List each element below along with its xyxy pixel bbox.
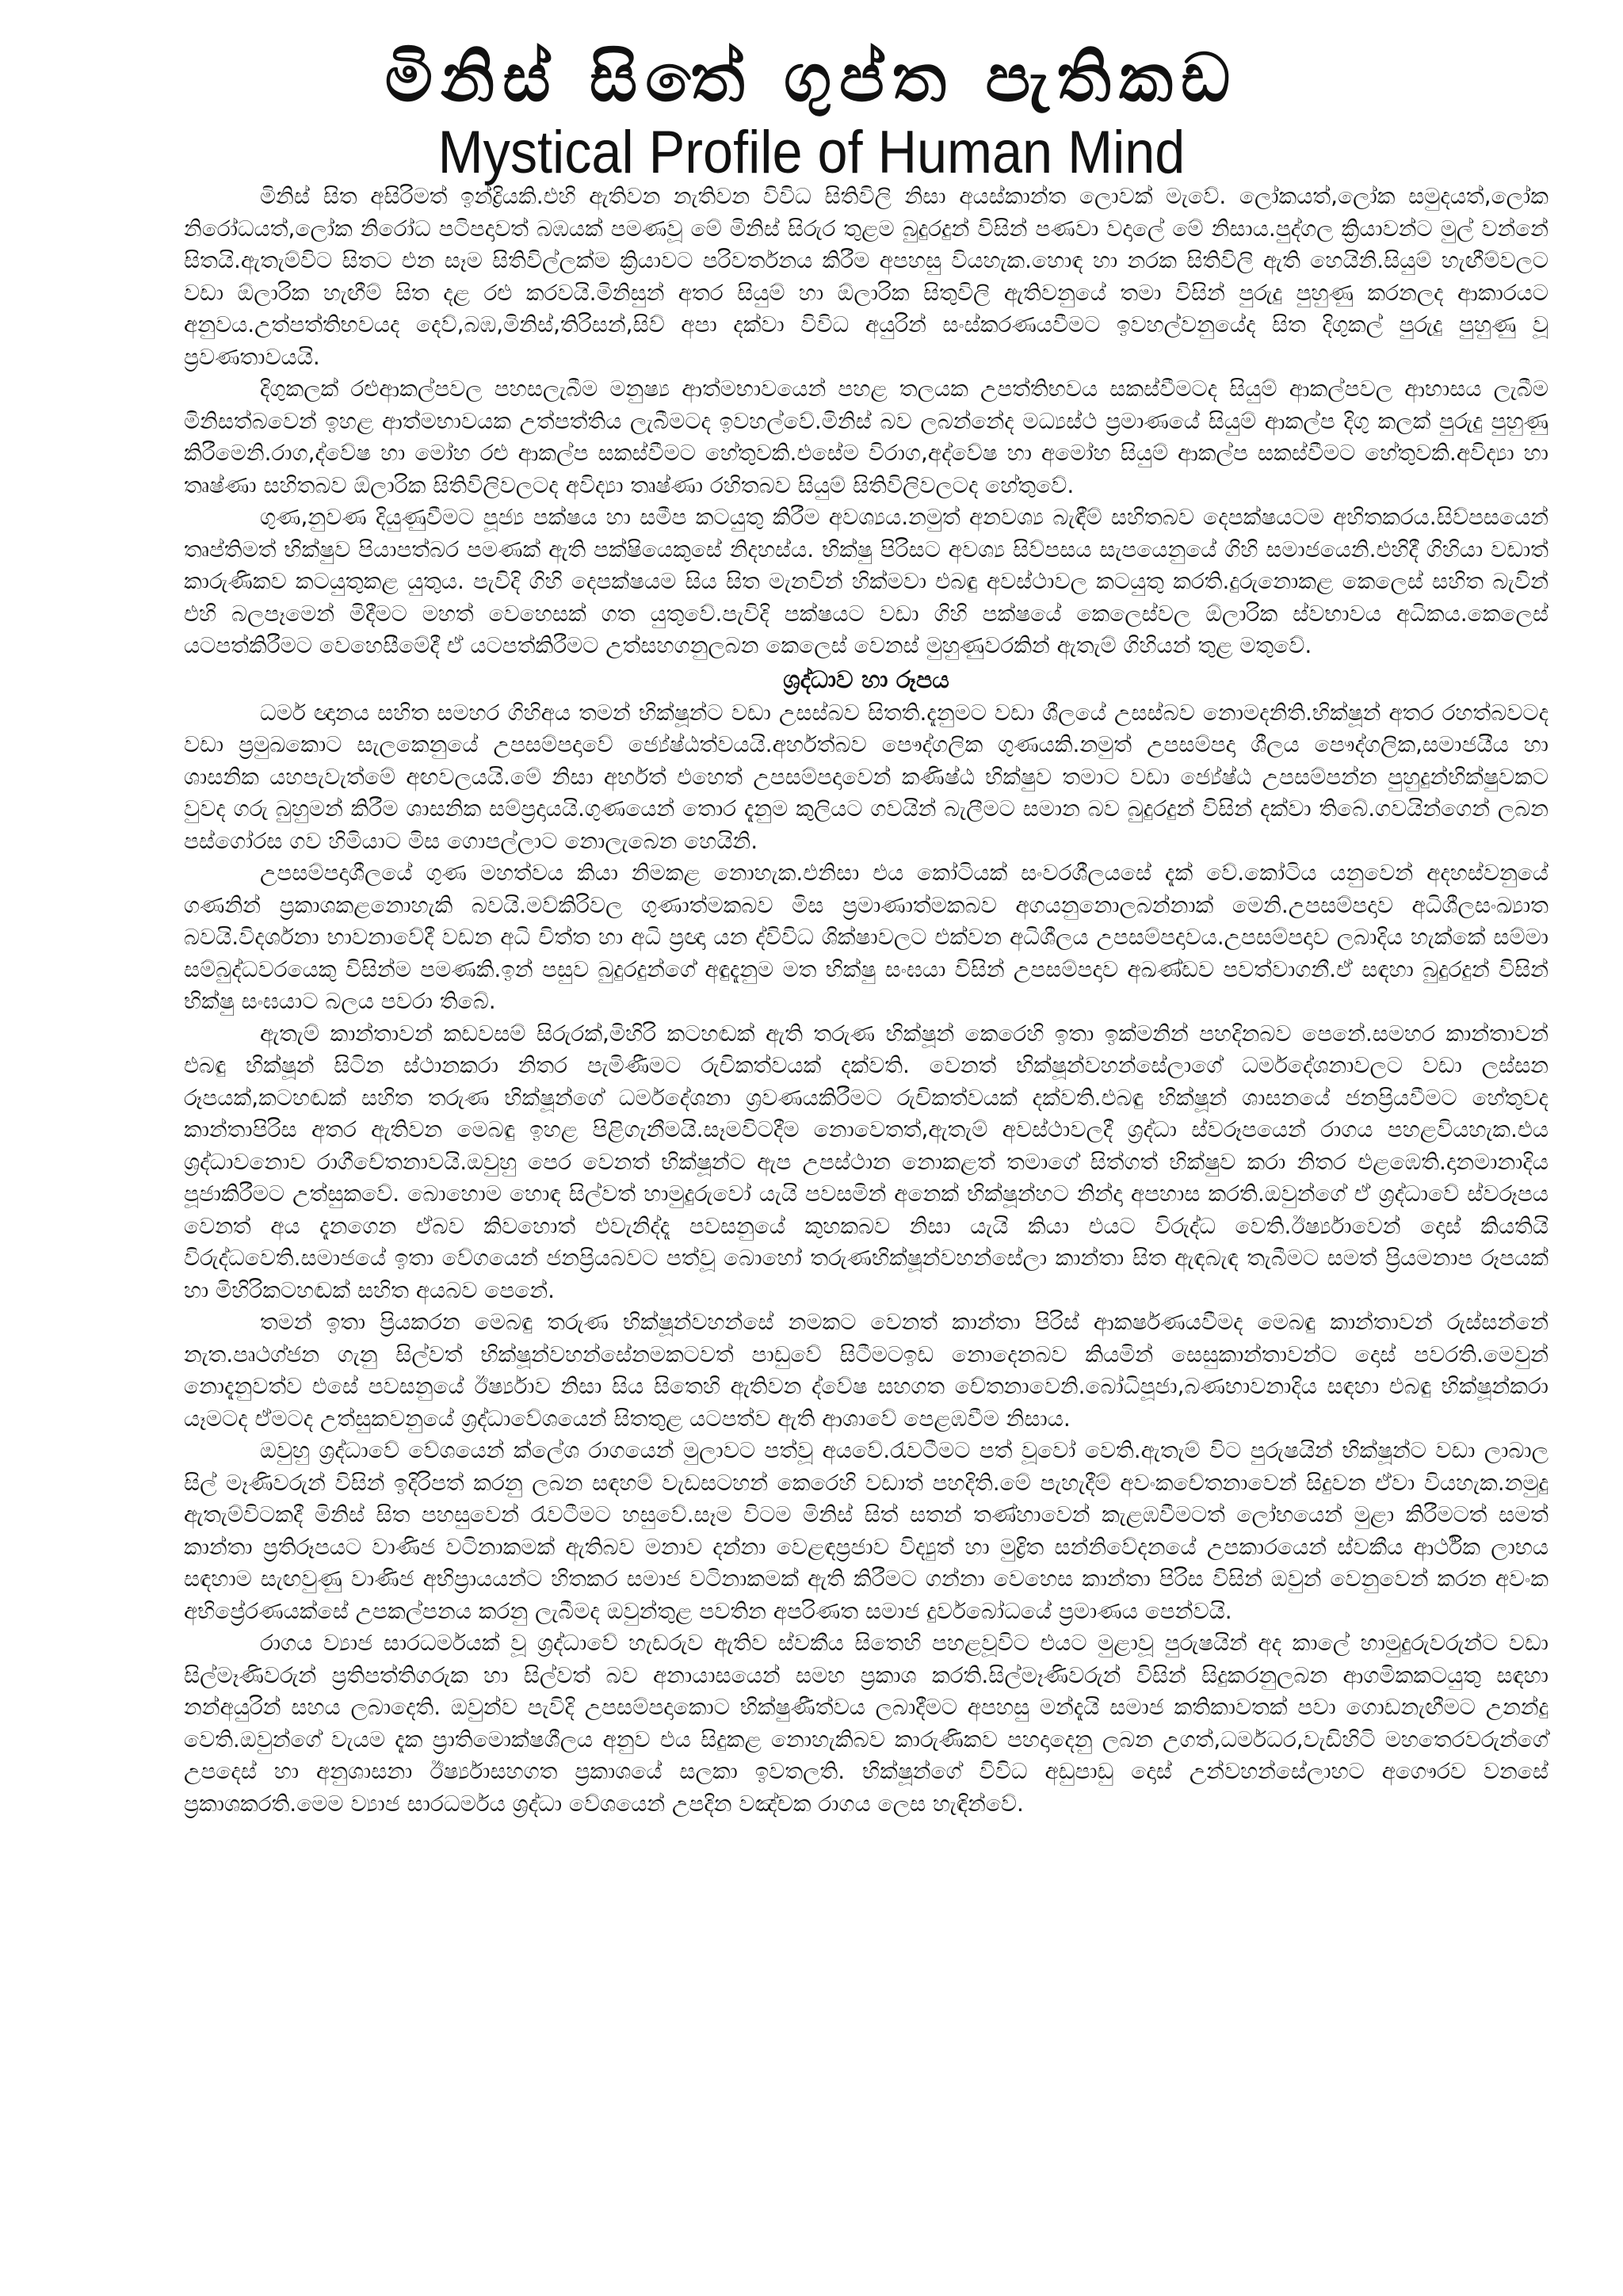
paragraph: රාගය ව්‍යාජ සාරධර්මයක් වූ ශ්‍රද්ධාවේ හැඩරුව ඇතිව ස්වකීය සිතෙහි පහළවූවිට එයට මුළාවූ පුරුෂයින් අද කාලේ හාමුදුරුවරුන්ට වඩා සිල්මෑණිවරුන් ප්‍රතිපත්තිගරුක හා සිල්වත් බව අනායාසයෙන් සමහ ප්‍රකාශ කරති.සිල්මෑණිවරුන් විසින් සිදුකරනුලබන ආගමිකකටයුතු සඳහා නන්අයුරින් සහය ලබාදෙති. ඔවුන්ව පැවිදි උපසම්පදාකොට භික්ෂුණීත්වය ලබාදීමට අපහසු මන්දැයි සමාජ කතිකාවතක් පවා ගොඩනැඟීමට උනන්දු වෙති.ඔවුන්ගේ වැයම දැක ප්‍රාතිමොක්ෂශීලය අනුව එය සිදුකළ නොහැකිබව කාරුණිකව පහදාදෙනු ලබන උගත්,ධර්මධර,වැඩිහිටි මහතෙරවරුන්ගේ උපදෙස් හා අනුශාසනා ඊර්ෂ්‍යාසහගත ප්‍රකාශයේ සලකා ඉවතලති. භික්ෂූන්ගේ විවිධ අඩුපාඩු දොස් උන්වහන්සේලාහට අගෞරව වනසේ ප්‍රකාශකරති.මෙම ව්‍යාජ සාරධර්මය ශ්‍රද්ධා වේශයෙන් උපදින වඤ්චක රාගය ලෙස හැඳින්වේ.: [184, 1630, 1549, 1817]
page-title-sinhala: මිනිස් සිතේ ගුප්ත පැතිකඩ: [384, 39, 1239, 116]
paragraph: උපසම්පදාශීලයේ ගුණ මහත්වය කියා නිමකළ නොහැක.එනිසා එය කෝටියක් සංවරශීලයසේ දැක් වේ.කෝටිය යනුවෙන් අදහස්වනුයේ ගණනින් ප්‍රකාශකළනොහැකි බවයි.මව්කිරිවල ගුණාත්මකබව මිස ප්‍රමාණාත්මකබව අගයනුනොලබන්නාක් මෙනි.උපසම්පදාව අධිශීලසංඛ්‍යාත බවයි.විදර්ශනා භාවනාවේදී වඩන අධි චිත්ත හා අධි ප්‍රඥා යන ද්විවිධ ශික්ෂාවලට එක්වන අධිශීලය උපසම්පදාවය.උපසම්පදාව ලබාදිය හැක්කේ සම්මා සම්බුද්ධවරයෙකු විසින්ම පමණකි.ඉන් පසුව බුදුරදුන්ගේ අඳුදැනුම මත භික්ෂු සංඝයා විසින් උපසම්පදාව අඛණ්ඩව පවත්වාගනී.ඒ සඳහා බුදුරදුන් විසින් භික්ෂු සංඝයාට බලය පවරා තිබේ.: [184, 860, 1549, 1014]
article-body: [184, 181, 1549, 1820]
paragraph: තමන් ඉතා ප්‍රියකරන මෙබඳු තරුණ භික්ෂූන්වහන්සේ නමකට වෙනත් කාන්තා පිරිස් ආකර්ෂණයවීමද මෙබඳු කාන්තාවන් රුස්සන්නේ නැත.පෘථග්ජන ගැනු සිල්වත් භික්ෂූන්වහන්සේනමකටවත් පාඩුවේ සිටීමටඉඩ නොදෙනබව කියමින් සෙසුකාන්තාවන්ට දොස් පවරති.මෙවුන් නොදැනුවත්ව එසේ පවසනුයේ ඊර්ෂ්‍යාව නිසා සිය සිතෙහි ඇතිවන ද්වේෂ සහගත චේතනාවෙනි.බෝධිපූජා,බණභාවනාදිය සඳහා එබඳු භික්ෂූන්කරා යෑමටද ඒමටද උත්සුකවනුයේ ශ්‍රද්ධාවේශයෙන් සිතතුළ යටපත්ව ඇති ආශාවේ පෙළඹවීම නිසාය.: [184, 1309, 1549, 1432]
section-heading: ශ්‍රද්ධාව හා රූපය: [783, 666, 949, 694]
paragraph: ඔවුහු ශ්‍රද්ධාවේ වේශයෙන් ක්ලේශ රාගයෙන් මුලාවට පත්වූ අයවේ.රැවටීමට පත් වූවෝ වෙති.ඇතැම් විට පුරුෂයින් භික්ෂූන්ට වඩා ලාබාල සිල් මෑණිවරුන් විසින් ඉදිරිපත් කරනු ලබන සඳහම් වැඩසටහන් කෙරෙහි වඩාත් පහදිති.මේ පැහැදීම් අවංකචේතනාවෙන් සිදුවන ඒවා වියහැක.නමුදු ඇතැම්විටකදී මිනිස් සිත පහසුවෙන් රැවටීමට හසුවේ.සෑම විටම මිනිස් සිත් සතන් තණ්හාවෙන් කැළඹවීමටත් ලෝභයෙන් මුළා කිරීමටත් සමත් කාන්තා ප්‍රතිරූපයට වාණිජ වටිනාකමක් ඇතිබව මනාව දන්නා වෙළඳප්‍රජාව විද්‍යුත් හා මුද්‍රිත සන්නිවේදනයේ උපකාරයෙන් ස්වකීය ආර්ථික ලාභය සඳහාම සැඟවුණු වාණිජ අභිප්‍රායයන්ට හිතකර සමාජ වටිනාකමක් ඇති කිරීමට ගන්නා වෙහෙස කාන්තා පිරිස විසින් ඔවුන් වෙනුවෙන් කරන අවංක අභිප්‍රේරණයක්සේ උපකල්පනය කරනු ලැබීමද ඔවුන්තුළ පවතින අපරිණත සමාජ දුර්වබෝධයේ ප්‍රමාණය පෙන්වයි.: [184, 1437, 1549, 1624]
paragraph: ධර්ම ඥානය සහිත සමහර ගිහිඅය තමන් භික්ෂූන්ට වඩා උසස්බව සිතති.දැනුමට වඩා ශීලයේ උසස්බව නොමදනිති.භික්ෂූන් අතර රහත්බවටද වඩා ප්‍රමුඛකොට සැලකෙනුයේ උපසම්පදාවේ ජ්‍යේෂ්ඨත්වයයි.අර්හත්බව පෞද්ගලික ගුණයකි.නමුත් උපසම්පදා ශීලය පෞද්ගලික,සමාජයීය හා ශාසනික යහපැවැත්මේ අඟවලයයි.මේ නිසා අර්හත් එහෙත් උපසම්පදාවෙන් කණිෂ්ඨ භික්ෂුව තමාට වඩා ජ්‍යේෂ්ඨ උපසම්පන්න පුහුදුන්භික්ෂුවකට වුවද ගරු බුහුමන් කිරීම ශාසනික සම්ප්‍රදායයි.ගුණයෙන් තොර දැනුම කුලියට ගවයින් බැලීමට සමාන බව බුදුරදුන් විසින් දක්වා තිබේ.ගවයින්ගෙන් ලබන පස්ගෝරස ගව හිමියාට මිස ගොපල්ලාට නොලැබෙන හෙයිනි.: [184, 699, 1549, 854]
paragraph: දිගුකලක් රළුආකල්පවල පහසලැබීම මනුෂ්‍ය ආත්මභාවයෙන් පහළ තලයක උපත්තිභවය සකස්වීමටද සියුම් ආකල්පවල ආභාසය ලැබීම මිනිසත්බවෙන් ඉහළ ආත්මභාවයක උත්පත්තිය ලැබීමටද ඉවහල්වේ.මිනිස් බව ලබන්නේද මධ්‍යස්ථ ප්‍රමාණයේ සියුම් ආකල්ප දිගු කලක් පුරුදු පුහුණු කිරීමෙනි.රාග,ද්වේෂ හා මෝහ රළු ආකල්ප සකස්වීමට හේතුවකි.එසේම විරාග,අද්වේෂ හා අමෝහ සියුම් ආකල්ප සකස්වීමට හේතුවකි.අවිද්‍යා හා තෘෂ්ණා සහිතබව ඕලාරික සිතිවිලිවලටද අවිද්‍යා තෘෂ්ණා රහිතබව සියුම් සිතිවිලිවලටද හේතුවේ.: [184, 376, 1549, 498]
page-title-english: Mystical Profile of Human Mind: [437, 119, 1186, 186]
paragraph: ඇතැම් කාන්තාවන් කඩවසම් සිරුරක්,මිහිරි කටහඬක් ඇති තරුණ භික්ෂූන් කෙරෙහි ඉතා ඉක්මනින් පහදිනබව පෙනේ.සමහර කාන්තාවන් එබඳු භික්ෂූන් සිටින ස්ථානකරා නිතර පැමිණීමට රුචිකත්වයක් දක්වති. වෙනත් භික්ෂූන්වහන්සේලාගේ ධර්මදේශනාවලට වඩා ලස්සන රූපයක්,කටහඬක් සහිත තරුණ භික්ෂූන්ගේ ධර්මදේශනා ශ්‍රවණයකිරීමට රුචිකත්වයක් දක්වති.එබඳු භික්ෂූන් ශාසනයේ ජනප්‍රියවීමට හේතුවද කාන්තාපිරිස අතර ඇතිවන මෙබඳු ඉහළ පිළිගැනීමයි.සෑමවිටදීම නොවෙතත්,ඇතැම් අවස්ථාවලදී ශ්‍රද්ධා ස්වරූපයෙන් රාගය පහළවියහැක.එය ශ්‍රද්ධාවනොව රාගීචේතනාවයි.ඔවුහු පෙර වෙනත් භික්ෂූන්ට ඇප උපස්ථාන නොකළත් තමාගේ සිත්ගත් භික්ෂුව කරා නිතර එළඹෙති.දානමානාදිය පූජාකිරීමට උත්සුකවේ. බොහොම හොඳ සිල්වත් හාමුදුරුවෝ යැයි පවසමින් අනෙක් භික්ෂූන්හට නින්දා අපහාස කරති.ඔවුන්ගේ ඒ ශ්‍රද්ධාවේ ස්වරූපය වෙනත් අය දැනගෙන ඒබව කිවහොත් එවැනිද්දෑ පවසනුයේ කුහකබව නිසා යැයි කියා එයට විරුද්ධ වෙති.ඊර්ෂ්‍යාවෙන් දොස් කියතියි විරුද්ධවෙති.සමාජයේ ඉතා වේගයෙන් ජනප්‍රියබවට පත්වූ බොහෝ තරුණභික්ෂූන්වහන්සේලා කාන්තා සිත ඇඳබැඳ තැබීමට සමත් ප්‍රියමනාප රූපයක් හා මිහිරිකටහඬක් සහිත අයබව පෙනේ.: [184, 1020, 1549, 1303]
paragraph: මිනිස් සිත අසිරිමත් ඉන්ද්‍රියකි.එහි ඇතිවන නැතිවන විවිධ සිතිවිලි නිසා අයස්කාන්ත ලොවක් මැවේ. ලෝකයත්,ලෝක සමුදයත්,ලෝක නිරෝධයත්,ලෝක නිරෝධ පටිපදාවත් බඹයක් පමණවූ මේ මිනිස් සිරුර තුළම බුදුරදුන් විසින් පණවා වදාලේ මේ නිසාය.පුද්ගල ක්‍රියාවන්ට මුල් වන්නේ සිතයි.ඇතැම්විට සිතට එන සෑම සිතිවිල්ලක්ම ක්‍රියාවට පරිවර්තනය කිරීම අපහසු වියහැක.හොඳ හා නරක සිතිවිලි ඇති හෙයිනි.සියුම් හැඟීම්වලට වඩා ඕලාරික හැඟීම් සිත දළ රළු කරවයි.මිනිසුන් අතර සියුම් හා ඕලාරික සිතුවිලි ඇතිවනුයේ තමා විසින් පුරුදු පුහුණු කරනලද ආකාරයට අනුවය.උත්පත්තිභවයද දෙව්,බඹ,මිනිස්,තිරිසන්,සිව් අපා දක්වා විවිධ අයුරින් සංස්කරණයවීමට ඉවහල්වනුයේද සිත දිගුකල් පුරුදු පුහුණු වූ ප්‍රවණතාවයයි.: [184, 183, 1549, 370]
paragraph: ගුණ,නුවණ දියුණුවීමට පූජ්‍ය පක්ෂය හා සමීප කටයුතු කිරීම අවශ්‍යය.නමුත් අනවශ්‍ය බැඳීම් සහිතබව දෙපක්ෂයටම අහිතකරය.සිව්පසයෙන් තෘප්තිමත් භික්ෂුව පියාපත්බර පමණක් ඇති පක්ෂියෙකුසේ නිදහස්ය. භික්ෂු පිරිසට අවශ්‍ය සිව්පසය සැපයෙනුයේ ගිහි සමාජයෙනි.එහිදී ගිහියා වඩාත් කාරුණිකව කටයුතුකළ යුතුය. පැවිදි ගිහි දෙපක්ෂයම සිය සිත මැනවින් හික්මවා එබඳු අවස්ථාවල කටයුතු කරති.දුරුනොකළ කෙලෙස් සහිත බැවින් එහි බලපෑමෙන් මිදීමට මහත් වෙහෙසක් ගත යුතුවේ.පැවිදි පක්ෂයට වඩා ගිහි පක්ෂයේ කෙලෙස්වල ඕලාරික ස්වභාවය අධිකය.කෙලෙස් යටපත්කිරීමට වෙහෙසීමේදී ඒ යටපත්කිරීමට උත්සහගනුලබන කෙලෙස් වෙනස් මුහුණුවරකින් ඇතැම් ගිහියන් තුළ මතුවේ.: [184, 504, 1549, 658]
